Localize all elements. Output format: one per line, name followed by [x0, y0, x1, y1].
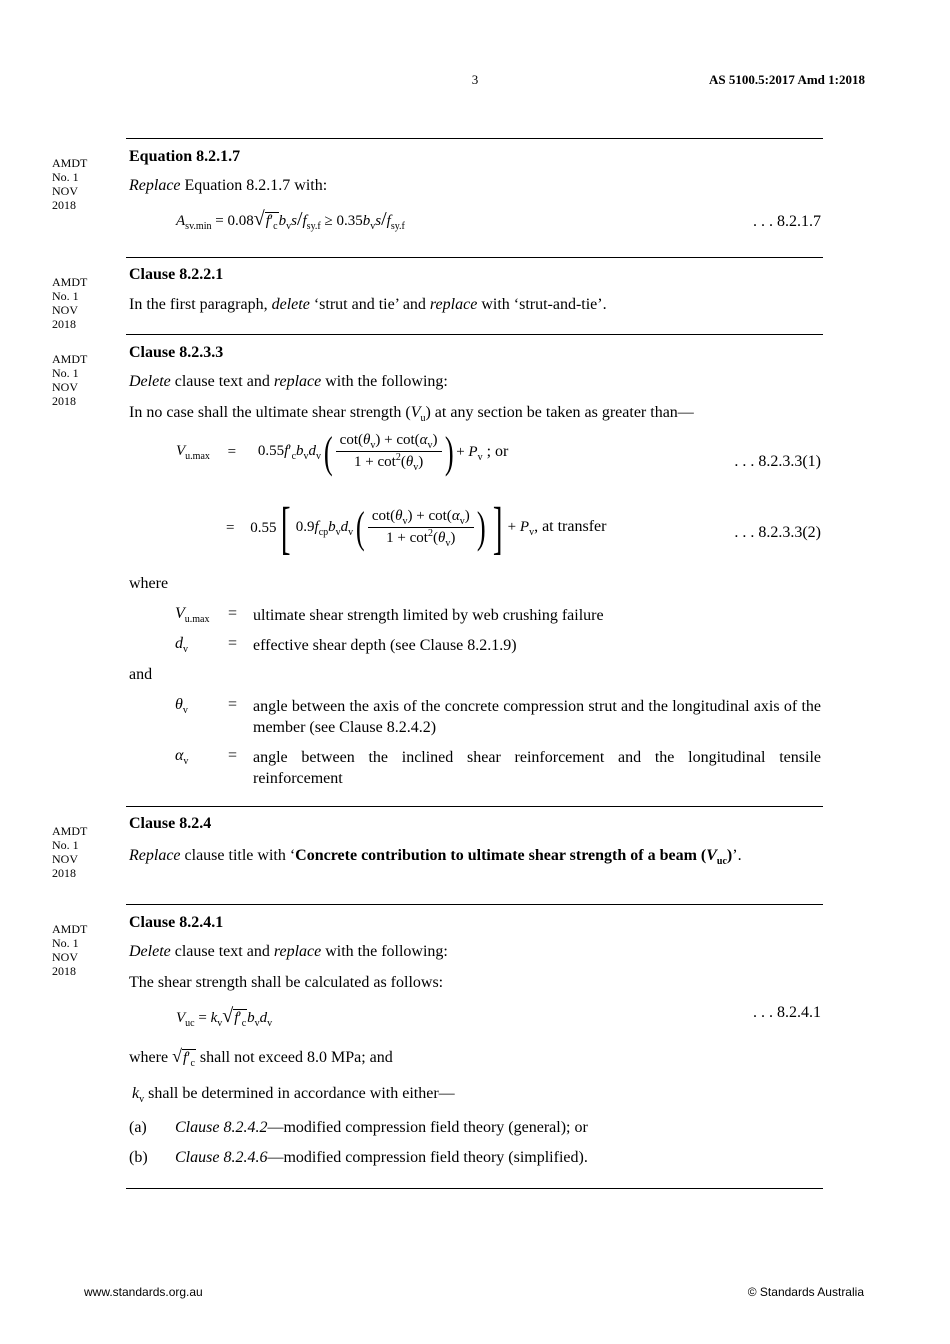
section-text: In the first paragraph, delete ‘strut and tie’ and replace with ‘strut-and-tie’. — [129, 296, 607, 313]
list-item: (a) Clause 8.2.4.2—modified compression field theory (general); or — [129, 1119, 588, 1136]
footer-copyright: © Standards Australia — [747, 1285, 864, 1299]
amendment-note: AMDT No. 1 NOV 2018 — [52, 156, 88, 212]
equation-number: . . . 8.2.1.7 — [753, 213, 821, 230]
amendment-note: AMDT No. 1 NOV 2018 — [52, 824, 88, 880]
footer-website: www.standards.org.au — [84, 1285, 203, 1299]
section-title-824: Clause 8.2.4 — [129, 815, 212, 832]
section-instruction: Delete clause text and replace with the following: — [129, 373, 448, 390]
divider — [126, 138, 823, 139]
where-label: where — [129, 575, 169, 592]
and-label: and — [129, 666, 153, 683]
section-title-8241: Clause 8.2.4.1 — [129, 914, 224, 931]
definition-dv: $d_v$ = effective shear depth (see Clause 8.2.1.9) — [175, 635, 517, 656]
equation-number: . . . 8.2.4.1 — [753, 1004, 821, 1021]
definition-vumax: $V_{u.max}$ = ultimate shear strength limited by web crushing failure — [175, 605, 604, 626]
section-text: Replace clause title with ‘Concrete contribution to ultimate shear strength of a beam $(V_{uc})$’. — [129, 847, 742, 868]
section-title-8233: Clause 8.2.3.3 — [129, 344, 224, 361]
divider — [126, 904, 823, 905]
divider — [126, 257, 823, 258]
page-number: 3 — [471, 72, 479, 87]
equation-8217: $A_{sv.min} = 0.08√f'_cb_vs/f_{sy.f} \ge 0.35b_vs/f_{sy.f}$ — [176, 208, 405, 232]
section-title-eq-8217: Equation 8.2.1.7 — [129, 148, 241, 165]
section-text: The shear strength shall be calculated as follows: — [129, 974, 444, 991]
standard-id: AS 5100.5:2017 Amd 1:2018 — [708, 72, 865, 87]
section-instruction: Delete clause text and replace with the following: — [129, 943, 448, 960]
kv-text: $k_v$ shall be determined in accordance with either— — [132, 1085, 455, 1106]
section-text: In no case shall the ultimate shear strength $(V_u)$ at any section be taken as greater than— — [129, 404, 694, 425]
section-title-8221: Clause 8.2.2.1 — [129, 266, 224, 283]
section-instruction: Replace Equation 8.2.1.7 with: — [129, 177, 328, 194]
equation-8233-2: = 0.55[ $0.9f_{cp}b_vd_v$( $\frac{\cot(\theta_v) + \cot(\alpha_v)}{1 + \cot^2(\theta_v)}$ ) ] + $P_v$, at transfer — [226, 495, 607, 560]
equation-number: . . . 8.2.3.3(2) — [734, 524, 821, 541]
equation-8241: $V_{uc} = k_v√f'_cb_vd_v$ — [176, 1005, 273, 1029]
definition-alpha: $\alpha_v$ = angle between the inclined shear reinforcement and the longitudinal tensile reinforcement — [175, 747, 821, 787]
amendment-note: AMDT No. 1 NOV 2018 — [52, 352, 88, 408]
definition-theta: $\theta_v$ = angle between the axis of the concrete compression strut and the longitudinal axis of the member (see Clause 8.2.4.2) — [175, 696, 821, 736]
equation-number: . . . 8.2.3.3(1) — [734, 453, 821, 470]
equation-8233-1: $V_{u.max} = 0.55f'_cb_vd_v$( $\frac{\cot(\theta_v) + \cot(\alpha_v)}{1 + \cot^2(\theta_v)}$ ) + $P_v$ ; or — [176, 427, 509, 477]
amendment-note: AMDT No. 1 NOV 2018 — [52, 922, 88, 978]
divider — [126, 334, 823, 335]
where-text: where $√f'_c$ shall not exceed 8.0 MPa; and — [129, 1046, 393, 1069]
list-item: (b) Clause 8.2.4.6—modified compression field theory (simplified). — [129, 1149, 588, 1166]
divider — [126, 806, 823, 807]
amendment-note: AMDT No. 1 NOV 2018 — [52, 275, 88, 331]
divider — [126, 1188, 823, 1189]
